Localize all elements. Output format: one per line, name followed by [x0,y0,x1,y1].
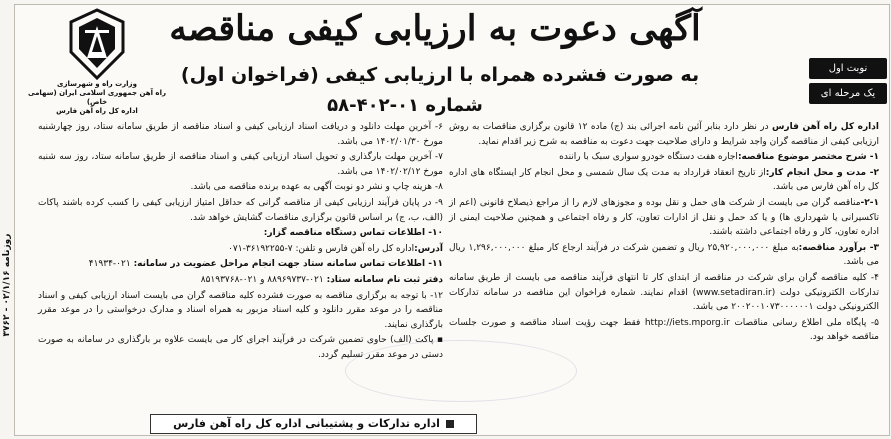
item-1-text: اجاره هفت دستگاه خودرو سواری سبک با راننده [559,152,738,163]
side-date-text: روزنامه ۰۲/۱/۱۶ - ۳۷۶۲ [2,233,12,337]
left-column [38,120,443,364]
item-11-office [38,273,443,288]
footer-text: اداره تدارکات و پشتیبانی اداره کل راه آهن فارس [173,417,440,430]
item-5: ۵- پایگاه ملی اطلاع رسانی مناقصات http://iets.mporg.ir فقط جهت رؤیت اسناد مناقصه و صورت جلسات مناقصه خواهد بود. [449,317,879,343]
right-column [449,120,879,346]
item-2-1-label: ۲-۱- [860,197,879,208]
item-11-phone: ۰۲۱-۴۱۹۳۴ [88,259,131,270]
intro-org: اداره کل راه آهن فارس [772,122,879,132]
railway-emblem-icon [67,8,127,80]
intro-paragraph [449,120,879,149]
item-3-label: ۳- برآورد مناقصه: [798,242,880,253]
item-10-address-text: اداره کل راه آهن فارس و تلفن: ۷-۳۶۱۹۲۲۵۵-۰۷۱ [228,243,415,254]
item-7: ۷- آخرین مهلت بارگذاری و تحویل اسناد ارزیابی کیفی و اسناد مناقصه از طریق سامانه ستاد، روز سه شنبه مورخ ۱۴۰۲/۰۲/۱۲ می باشد. [38,152,443,177]
item-4: ۴- کلیه مناقصه گران برای شرکت در مناقصه از ابتدای کار تا انتهای فرآیند مناقصه می بایست از طریق سامانه تدارکات الکترونیکی دولت (www.setadiran.ir) اقدام نمایند. شماره فراخوان این مناقصه در سامانه تدارکات الکترونیکی دولت ۲۰۰۲۰۰۱۰۷۳۰۰۰۰۰۰۱ می باشد. [449,272,879,313]
item-2-label: ۲- مدت و محل انجام کار: [765,167,879,178]
notice-title: آگهی دعوت به ارزیابی کیفی مناقصه [169,8,701,49]
item-11-office-phones: ۰۲۱-۸۸۹۶۹۷۳۷ و ۰۲۱-۸۵۱۹۳۷۶۸ [200,274,324,285]
item-2-1 [449,196,879,240]
item-10-address [38,242,443,257]
item-2 [449,166,879,195]
badge-first-round: نوبت اول [809,58,887,79]
item-11-office-label: دفتر ثبت نام سامانه ستاد: [326,274,443,285]
badge-single-stage: یک مرحله ای [809,83,887,104]
item-2-text: از تاریخ انعقاد قرارداد به مدت یک سال شمسی و محل انجام کار ایستگاه های اداره کل راه آهن فارس می باشد. [449,167,879,193]
item-1 [449,150,879,165]
item-12-bullet: ▪ پاکت (الف) حاوی تضمین شرکت در فرآیند اجرای کار می بایست علاوه بر بارگذاری در سامانه به صورت دستی در موعد مقرر تسلیم گردد. [38,335,443,360]
notice-subtitle: به صورت فشرده همراه با ارزیابی کیفی (فراخوان اول) [180,64,700,86]
item-12: ۱۲- با توجه به برگزاری مناقصه به صورت فشرده کلیه مناقصه گران می بایست اسناد ارزیابی کیفی و اسناد مناقصه را در موعد مقرر دانلود و کلیه اسناد مزبور به همراه اسناد و مدارک درخواستی را در موعد مقرر بارگذاری نمایند. [38,290,443,330]
item-6: ۶- آخرین مهلت دانلود و دریافت اسناد ارزیابی کیفی و اسناد مناقصه از طریق سامانه ستاد، روز چهارشنبه مورخ ۱۴۰۲/۰۱/۳۰ می باشد. [38,122,443,147]
side-date-strip [0,150,14,430]
logo-line-3: اداره کل راه آهن فارس [56,107,138,115]
notice-badges [809,58,887,108]
notice-number: شماره ۰۱-۴۰۲-۵۸ [327,95,483,116]
item-1-label: ۱- شرح مختصر موضوع مناقصه: [737,152,879,163]
item-2-1-text: مناقصه گران می بایست از شرکت های حمل و نقل بوده و مجوزهای لازم را از مراجع ذیصلاح قانونی (اعم از تاکسیرانی یا شهرداری ها) و یا کد حمل و نقل از ادارات تعاون، کار و رفاه اجتماعی و همچنین صلاحیت ایمنی از اداره تعاون، کار و رفاه اجتماعی داشته باشند. [449,197,879,238]
logo-line-2: راه آهن جمهوری اسلامی ایران (سهامی خاص) [27,89,166,106]
logo-line-1: وزارت راه و شهرسازی [57,80,137,88]
item-8: ۸- هزینه چاپ و نشر دو نوبت آگهی به عهده برنده مناقصه می باشد. [190,182,443,193]
item-10-address-label: آدرس: [414,243,443,254]
item-10-label: ۱۰- اطلاعات تماس دستگاه مناقصه گزار: [263,228,443,239]
footer-signature [150,414,477,434]
item-11-label: ۱۱- اطلاعات تماس سامانه ستاد جهت انجام مراحل عضویت در سامانه: [133,259,443,270]
item-3 [449,241,879,270]
item-11 [38,257,443,272]
square-bullet-icon [446,420,454,428]
intro-text: در نظر دارد بنابر آئین نامه اجرائی بند (ج) ماده ۱۲ قانون برگزاری مناقصات به روش ارزیابی کیفی از مناقصه گران واجد شرایط و دارای صلاحیت جهت دعوت به مناقصه به شرح زیر اقدام نماید. [449,122,879,147]
item-9: ۹- در پایان فرآیند ارزیابی کیفی از مناقصه گرانی که حداقل امتیاز ارزیابی کیفی را کسب کرده باشند پاکات (الف، ب، ج) بر اساس قانون برگزاری مناقصات گشایش خواهد شد. [38,197,443,223]
item-3-text: به مبلغ ۲۵,۹۲۰,۰۰۰,۰۰۰ ریال و تضمین شرکت در فرآیند ارجاع کار مبلغ ۱,۲۹۶,۰۰۰,۰۰۰ ریال می باشد. [449,242,879,268]
